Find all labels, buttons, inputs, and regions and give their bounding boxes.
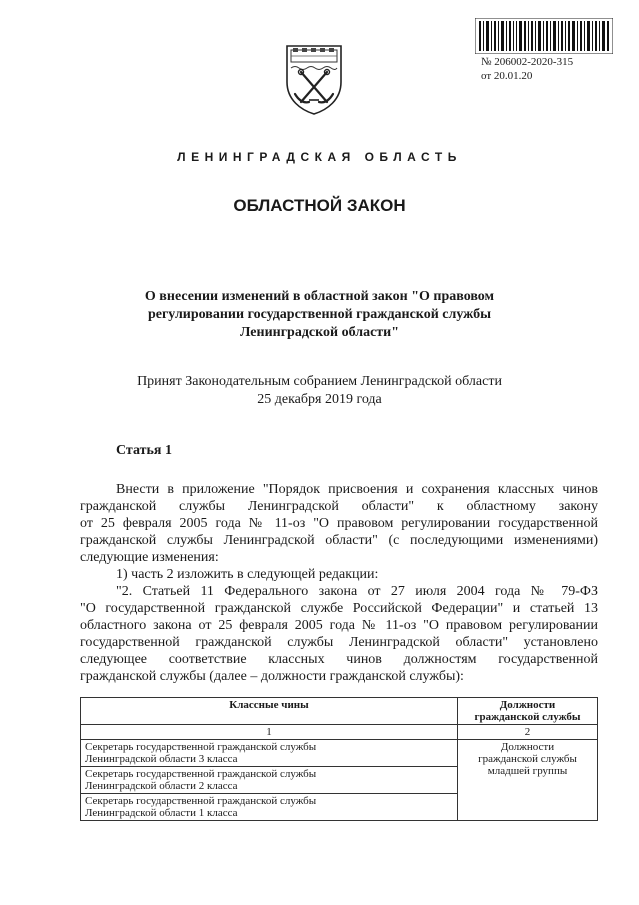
grades-table bbox=[80, 697, 598, 821]
adoption-note bbox=[60, 373, 579, 409]
body-line: Внести в приложение "Порядок присвоения и сохранения классных чинов bbox=[116, 482, 598, 497]
column-header-positions bbox=[458, 698, 598, 725]
grade-line: Ленинградской области 2 класса bbox=[85, 780, 238, 792]
body-line: следующее соответствие классных чинов должностям государственной bbox=[80, 652, 598, 667]
body-line: от 25 февраля 2005 года № 11-оз "О правовом регулировании государственной bbox=[80, 516, 598, 531]
leningrad-oblast-coat-of-arms-icon bbox=[283, 42, 345, 116]
grade-line: Секретарь государственной гражданской службы bbox=[85, 741, 317, 753]
column-header-line: гражданской службы bbox=[474, 711, 581, 723]
body-line: 1) часть 2 изложить в следующей редакции: bbox=[116, 567, 379, 582]
column-header-grades: Классные чины bbox=[81, 698, 458, 725]
registration-date: от 20.01.20 bbox=[481, 70, 533, 82]
law-title-line: О внесении изменений в областной закон "О правовом bbox=[144, 289, 495, 304]
grade-cell bbox=[81, 740, 458, 767]
column-number: 2 bbox=[458, 725, 598, 740]
position-group-line: младшей группы bbox=[487, 765, 568, 777]
table-row bbox=[81, 740, 598, 767]
body-line: областного закона от 25 февраля 2005 года № 11-оз "О правовом регулировании bbox=[80, 618, 598, 633]
adoption-date: 25 декабря 2019 года bbox=[257, 392, 382, 407]
adoption-line: Принят Законодательным собранием Ленинградской области bbox=[137, 374, 502, 389]
document-type-title: ОБЛАСТНОЙ ЗАКОН bbox=[233, 196, 406, 215]
body-text bbox=[80, 481, 598, 685]
position-group-line: Должности bbox=[500, 741, 555, 753]
table-number-row bbox=[81, 725, 598, 740]
body-line: "О государственной гражданской службе Российской Федерации" и статьей 13 bbox=[80, 601, 598, 616]
registration-number: № 206002-2020-315 bbox=[481, 56, 574, 68]
body-line: государственной гражданской службы Ленинградской области" установлено bbox=[80, 635, 598, 650]
column-number: 1 bbox=[81, 725, 458, 740]
law-title bbox=[60, 288, 579, 342]
body-line: гражданской службы Ленинградской области" к областному закону bbox=[80, 499, 598, 514]
grade-line: Ленинградской области 3 класса bbox=[85, 753, 238, 765]
grade-line: Секретарь государственной гражданской службы bbox=[85, 795, 317, 807]
grade-line: Секретарь государственной гражданской службы bbox=[85, 768, 317, 780]
body-line: гражданской службы (далее – должности гражданской службы): bbox=[80, 669, 464, 684]
body-line: "2. Статьей 11 Федерального закона от 27 июля 2004 года № 79-ФЗ bbox=[116, 584, 598, 599]
body-line: следующие изменения: bbox=[80, 550, 219, 565]
column-header-line: Должности bbox=[499, 699, 556, 711]
grade-cell bbox=[81, 794, 458, 821]
law-title-line: Ленинградской области" bbox=[239, 325, 400, 340]
table-header-row bbox=[81, 698, 598, 725]
barcode-icon bbox=[475, 18, 613, 54]
law-title-line: регулировании государственной гражданской службы bbox=[147, 307, 492, 322]
article-heading: Статья 1 bbox=[116, 443, 172, 458]
position-group-line: гражданской службы bbox=[478, 753, 577, 765]
grade-cell bbox=[81, 767, 458, 794]
region-name: ЛЕНИНГРАДСКАЯ ОБЛАСТЬ bbox=[177, 150, 462, 164]
registration-stamp bbox=[481, 55, 573, 83]
grade-line: Ленинградской области 1 класса bbox=[85, 807, 238, 819]
body-line: гражданской службы Ленинградской области" (с последующими изменениями) bbox=[80, 533, 598, 548]
position-group-cell bbox=[458, 740, 598, 821]
